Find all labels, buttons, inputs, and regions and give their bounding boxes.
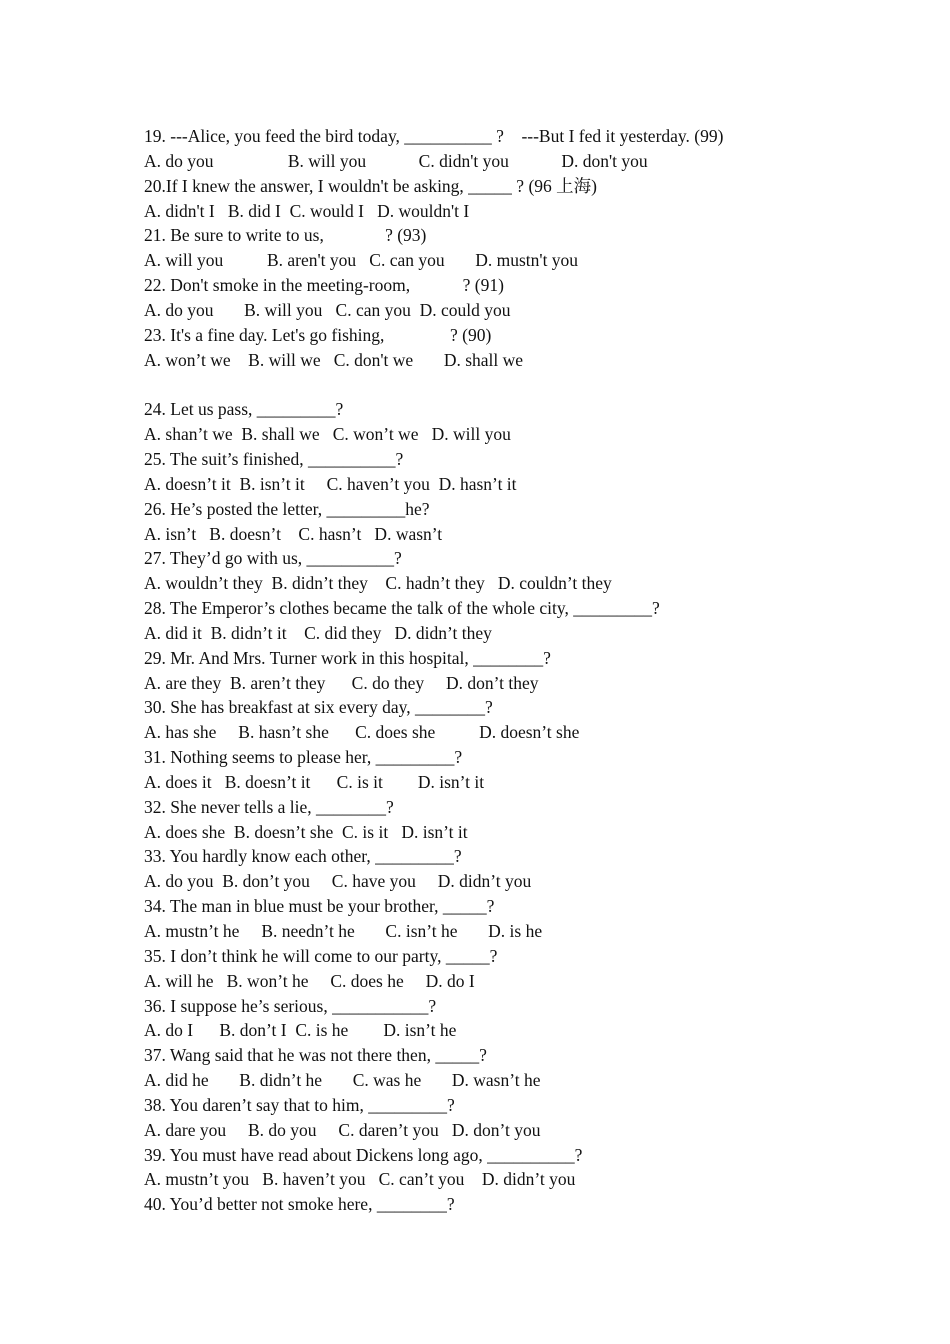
question-39: 39. You must have read about Dickens long ago, __________?	[144, 1144, 583, 1165]
question-28: 28. The Emperor’s clothes became the talk of the whole city, _________?	[144, 598, 660, 619]
question-38: 38. You daren’t say that to him, _________?	[144, 1094, 455, 1115]
question-37: 37. Wang said that he was not there then, _____?	[144, 1045, 487, 1066]
question-35: 35. I don’t think he will come to our party, _____?	[144, 945, 498, 966]
question-23: 23. It's a fine day. Let's go fishing, ? (90)	[144, 324, 492, 345]
options-32: A. does she B. doesn’t she C. is it D. isn’t it	[144, 821, 468, 842]
options-31: A. does it B. doesn’t it C. is it D. isn’t it	[144, 771, 485, 792]
options-38: A. dare you B. do you C. daren’t you D. don’t you	[144, 1119, 541, 1140]
options-36: A. do I B. don’t I C. is he D. isn’t he	[144, 1020, 457, 1041]
question-32: 32. She never tells a lie, ________?	[144, 796, 394, 817]
options-29: A. are they B. aren’t they C. do they D. don’t they	[144, 672, 539, 693]
options-24: A. shan’t we B. shall we C. won’t we D. will you	[144, 424, 511, 445]
question-30: 30. She has breakfast at six every day, ________?	[144, 697, 493, 718]
question-34: 34. The man in blue must be your brother, _____?	[144, 896, 495, 917]
options-25: A. doesn’t it B. isn’t it C. haven’t you D. hasn’t it	[144, 473, 517, 494]
options-27: A. wouldn’t they B. didn’t they C. hadn’t they D. couldn’t they	[144, 573, 612, 594]
options-30: A. has she B. hasn’t she C. does she D. doesn’t she	[144, 722, 580, 743]
question-20: 20.If I knew the answer, I wouldn't be asking, _____ ? (96 上海)	[144, 175, 597, 196]
blank-line	[144, 372, 904, 397]
options-33: A. do you B. don’t you C. have you D. didn’t you	[144, 871, 532, 892]
options-39: A. mustn’t you B. haven’t you C. can’t you D. didn’t you	[144, 1169, 576, 1190]
options-20: A. didn't I B. did I C. would I D. wouldn't I	[144, 200, 470, 221]
options-22: A. do you B. will you C. can you D. could you	[144, 299, 511, 320]
question-29: 29. Mr. And Mrs. Turner work in this hospital, ________?	[144, 647, 551, 668]
options-34: A. mustn’t he B. needn’t he C. isn’t he D. is he	[144, 921, 543, 941]
question-21: 21. Be sure to write to us, ? (93)	[144, 225, 427, 246]
options-23: A. won’t we B. will we C. don't we D. shall we	[144, 349, 524, 370]
options-37: A. did he B. didn’t he C. was he D. wasn’t he	[144, 1070, 541, 1091]
question-36: 36. I suppose he’s serious, ___________?	[144, 995, 437, 1016]
options-21: A. will you B. aren't you C. can you D. mustn't you	[144, 250, 579, 271]
question-25: 25. The suit’s finished, __________?	[144, 448, 404, 469]
exercise-text	[144, 124, 904, 1217]
options-19: A. do you B. will you C. didn't you D. don't you	[144, 150, 648, 171]
options-35: A. will he B. won’t he C. does he D. do I	[144, 970, 475, 991]
question-22: 22. Don't smoke in the meeting-room, ? (91)	[144, 275, 504, 296]
question-26: 26. He’s posted the letter, _________he?	[144, 498, 430, 519]
options-28: A. did it B. didn’t it C. did they D. didn’t they	[144, 622, 492, 643]
question-33: 33. You hardly know each other, _________?	[144, 846, 462, 867]
question-27: 27. They’d go with us, __________?	[144, 548, 402, 569]
question-40: 40. You’d better not smoke here, ________?	[144, 1194, 455, 1215]
question-19: 19. ---Alice, you feed the bird today, __________ ? ---But I fed it yesterday. (99)	[144, 126, 724, 146]
options-26: A. isn’t B. doesn’t C. hasn’t D. wasn’t	[144, 523, 443, 544]
question-24: 24. Let us pass, _________?	[144, 399, 344, 420]
question-31: 31. Nothing seems to please her, _________?	[144, 747, 463, 768]
